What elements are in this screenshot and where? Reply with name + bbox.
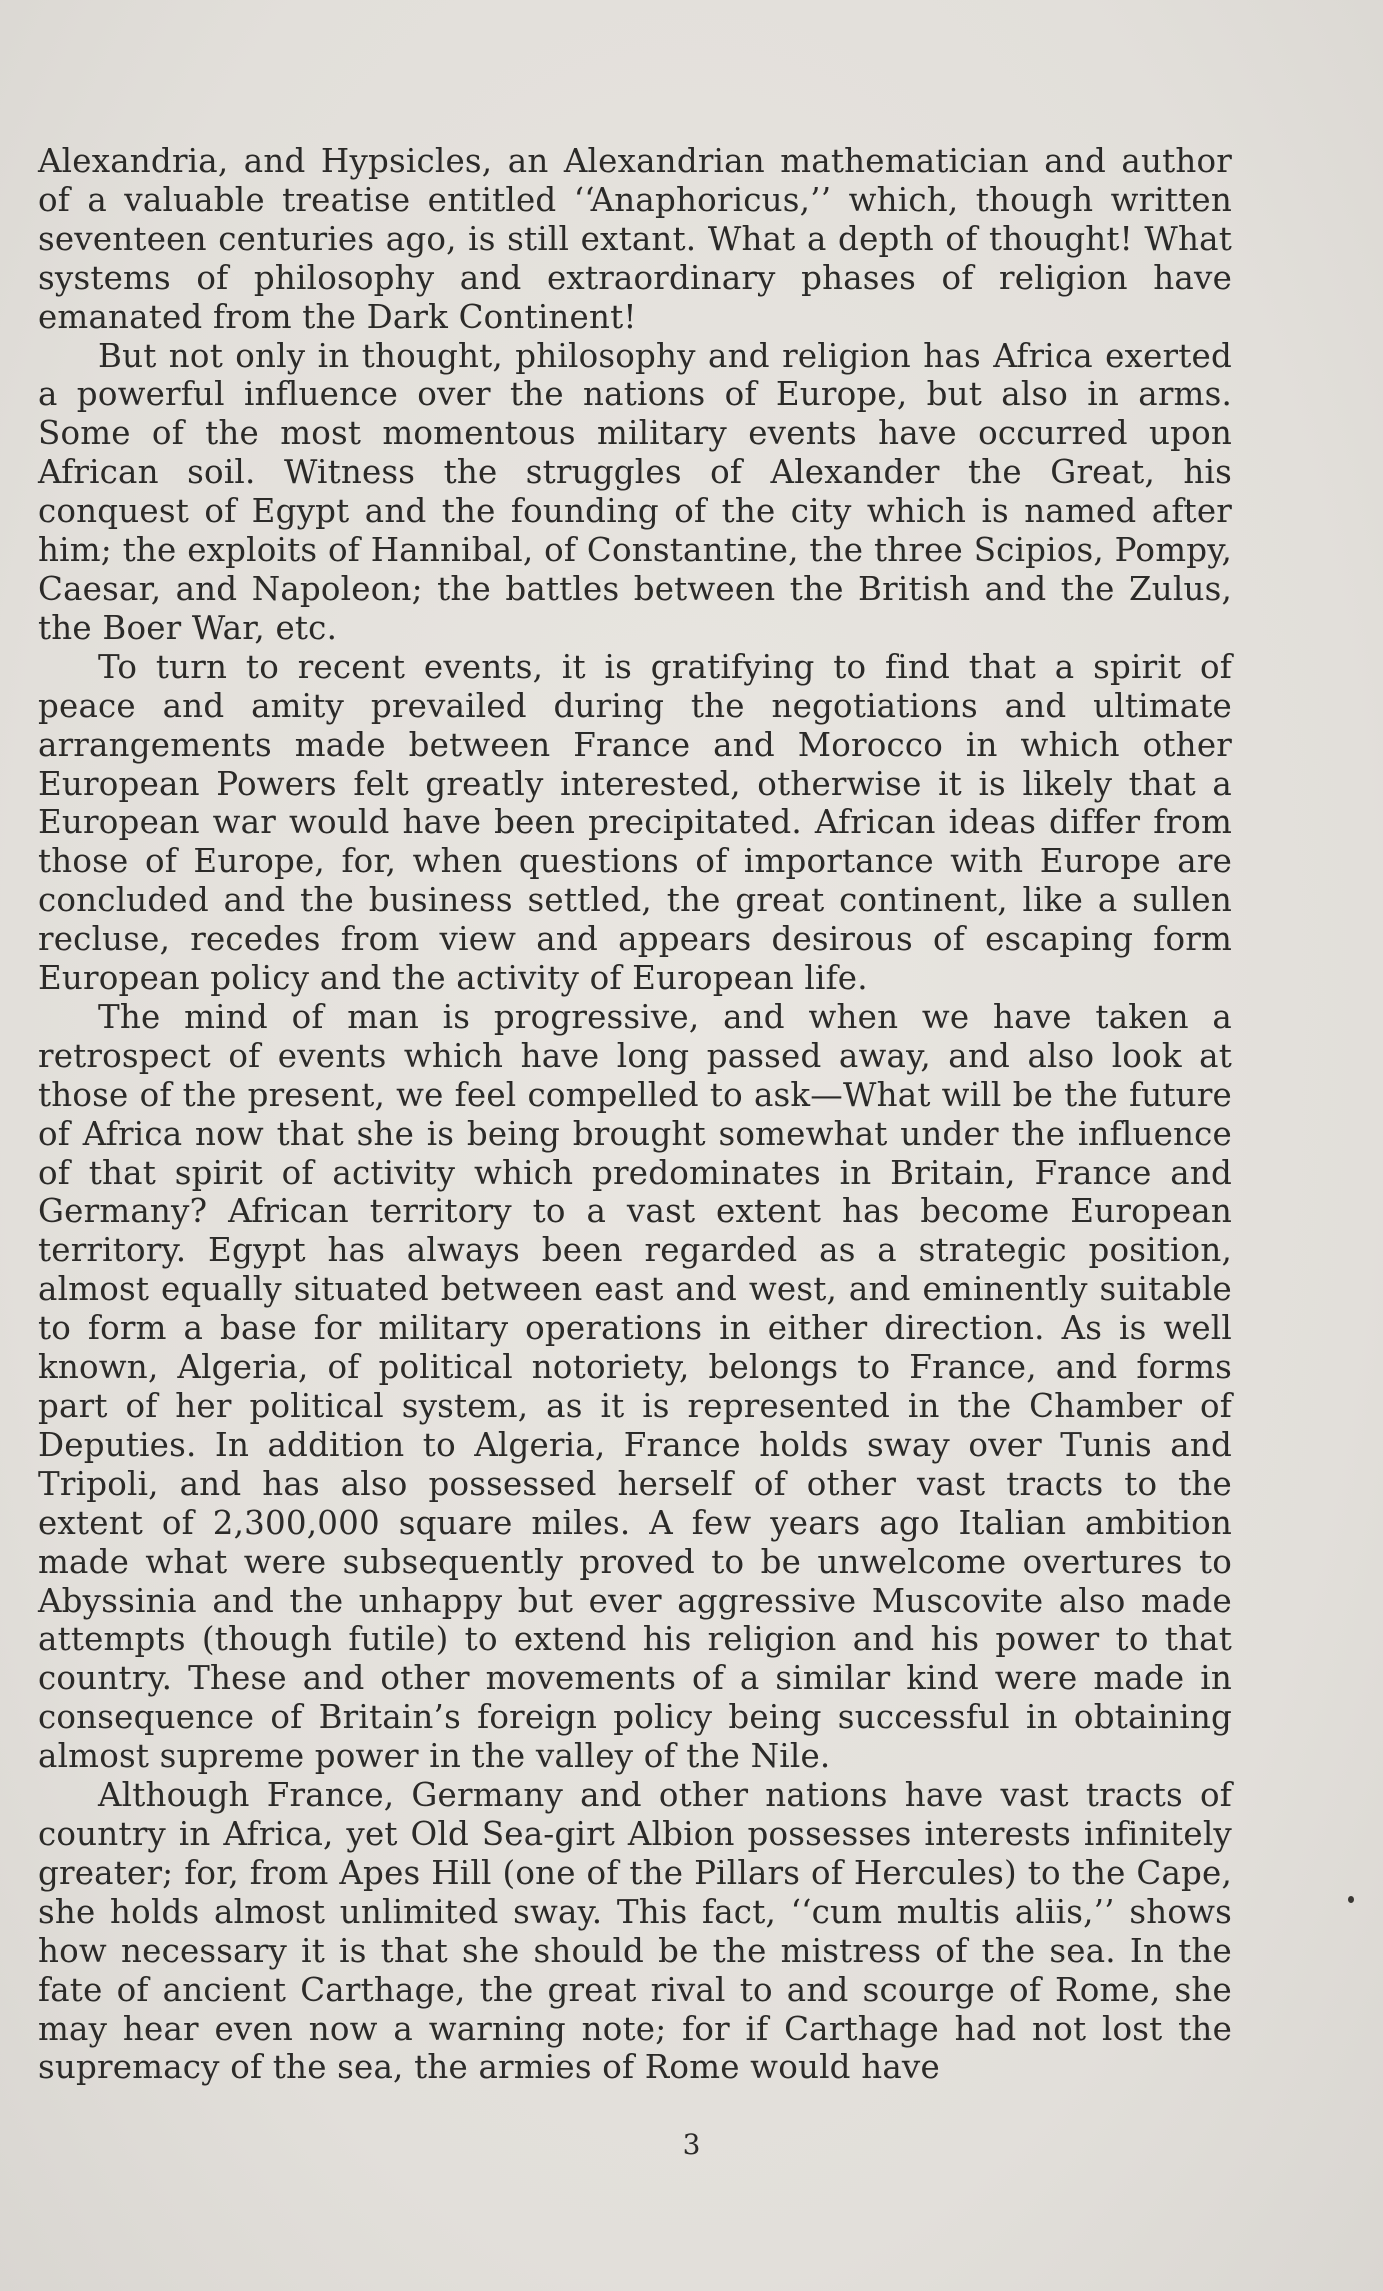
paragraph-3: To turn to recent events, it is gratifying to find that a spirit of peace and amity prevailed during the negotiations and ultimate arrangements made between France and Morocco in which other European Powers felt greatly interested, otherwise it is likely that a European war would have been precipitated. African ideas differ from those of Europe, for, when questions of importance with Europe are concluded and the business settled, the great continent, like a sullen recluse, recedes from view and appears desirous of escaping form European policy and the activity of European life. [38,647,1232,998]
paragraph-5: Although France, Germany and other nations have vast tracts of country in Africa, yet Old Sea-girt Albion possesses interests infinitely greater; for, from Apes Hill (one of the Pillars of Hercules) to the Cape, she holds almost unlimited sway. This fact, ‘‘cum multis aliis,’’ shows how necessary it is that she should be the mistress of the sea. In the fate of ancient Carthage, the great rival to and scourge of Rome, she may hear even now a warning note; for if Carthage had not lost the supremacy of the sea, the armies of Rome would have [38,1776,1232,2087]
page-number: 3 [682,2128,701,2161]
paragraph-4: The mind of man is progressive, and when we have taken a retrospect of events which have long passed away, and also look at those of the present, we feel compelled to ask—What will be the future of Africa now that she is being brought somewhat under the influence of that spirit of activity which predominates in Britain, France and Germany? African territory to a vast extent has become European territory. Egypt has always been regarded as a strategic position, almost equally situated between east and west, and eminently suitable to form a base for military operations in either direction. As is well known, Algeria, of political notoriety, belongs to France, and forms part of her political system, as it is represented in the Chamber of Deputies. In addition to Algeria, France holds sway over Tunis and Tripoli, and has also possessed herself of other vast tracts to the extent of 2,300,000 square miles. A few years ago Italian ambition made what were subsequently proved to be unwelcome overtures to Abyssinia and the unhappy but ever aggressive Muscovite also made attempts (though futile) to extend his religion and his power to that country. These and other movements of a similar kind were made in consequence of Britain’s foreign policy being successful in obtaining almost supreme power in the valley of the Nile. [38,997,1232,1776]
ink-speck [1348,1896,1354,1903]
paragraph-1: Alexandria, and Hypsicles, an Alexandrian mathematician and author of a valuable treatise entitled ‘‘Anaphoricus,’’ which, though written seventeen centuries ago, is still extant. What a depth of thought! What systems of philosophy and extraordinary phases of religion have emanated from the Dark Continent! [38,142,1232,336]
body-text [38,142,1232,2087]
paragraph-2: But not only in thought, philosophy and religion has Africa exerted a powerful influence over the nations of Europe, but also in arms. Some of the most momentous military events have occurred upon African soil. Witness the struggles of Alexander the Great, his conquest of Egypt and the founding of the city which is named after him; the exploits of Hannibal, of Constantine, the three Scipios, Pompy, Caesar, and Napoleon; the battles between the British and the Zulus, the Boer War, etc. [38,336,1232,647]
